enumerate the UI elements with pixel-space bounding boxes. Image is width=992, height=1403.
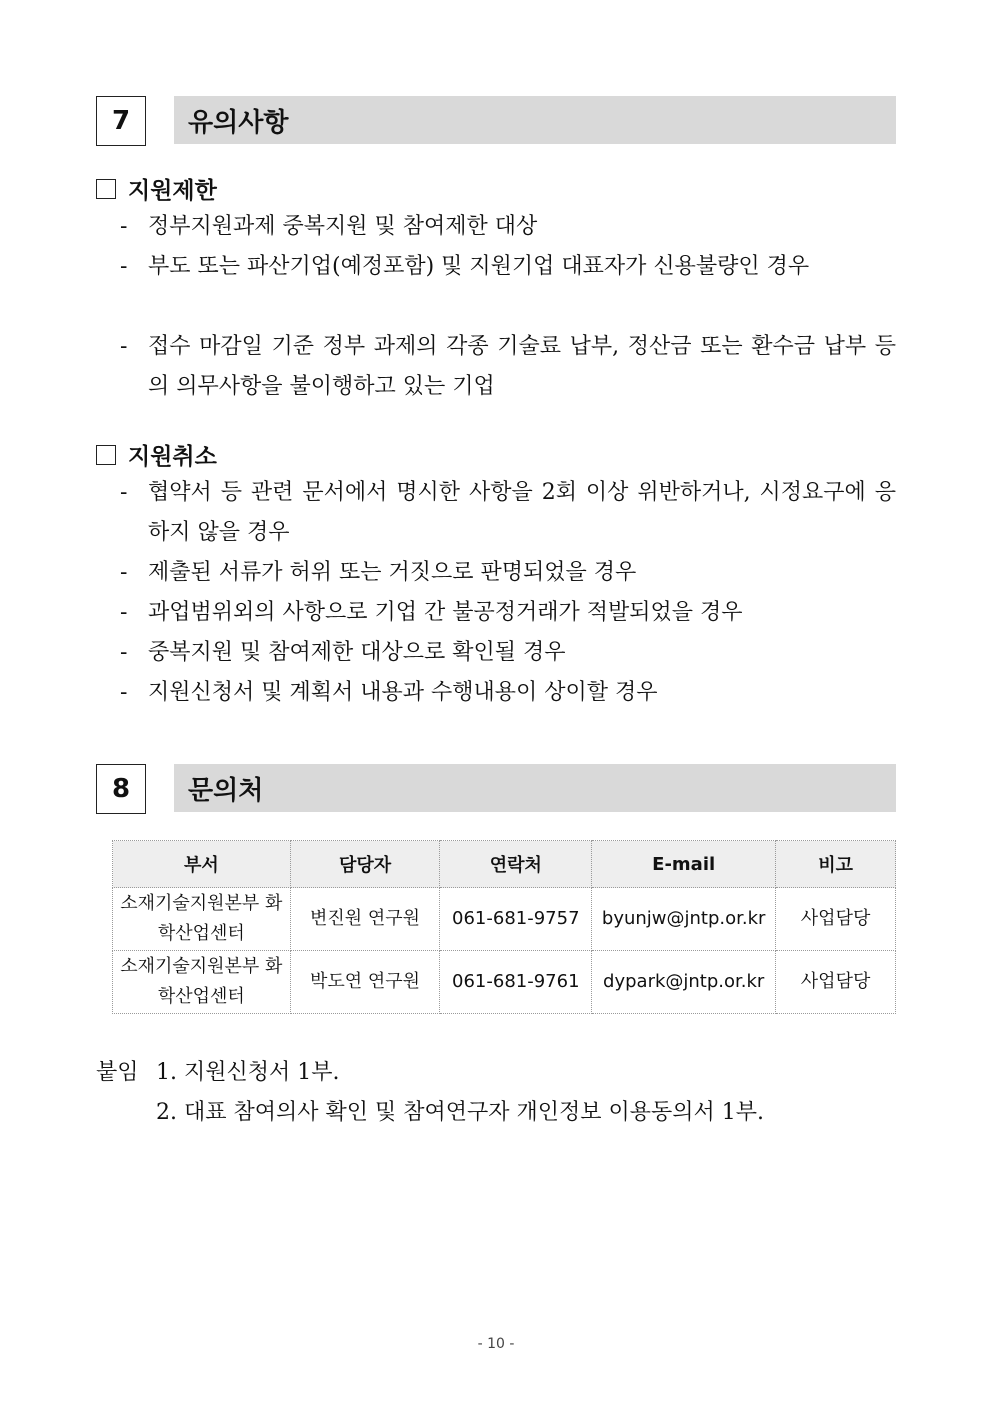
checkbox-square-icon xyxy=(96,445,116,465)
cancellation-heading-label: 지원취소 xyxy=(128,443,217,470)
note-cell: 사업담당 xyxy=(776,951,896,1014)
attachment-item: 2. 대표 참여의사 확인 및 참여연구자 개인정보 이용동의서 1부. xyxy=(156,1100,764,1125)
list-item-text: 부도 또는 파산기업(예정포함) 및 지원기업 대표자가 신용불량인 경우 xyxy=(148,254,810,279)
department-cell: 소재기술지원본부 화학산업센터 xyxy=(113,888,291,951)
list-item-text: 과업범위외의 사항으로 기업 간 불공정거래가 적발되었을 경우 xyxy=(148,600,743,625)
list-item-text: 협약서 등 관련 문서에서 명시한 사항을 2회 이상 위반하거나, 시정요구에 응하지 않을 경우 xyxy=(148,480,896,545)
department-cell: 소재기술지원본부 화학산업센터 xyxy=(113,951,291,1014)
list-item: - 협약서 등 관련 문서에서 명시한 사항을 2회 이상 위반하거나, 시정요구에 응하지 않을 경우 xyxy=(120,473,896,553)
list-item: - 부도 또는 파산기업(예정포함) 및 지원기업 대표자가 신용불량인 경우 xyxy=(120,247,896,287)
list-item-text: 제출된 서류가 허위 또는 거짓으로 판명되었을 경우 xyxy=(148,560,637,585)
section-number: 8 xyxy=(96,764,146,814)
table-header-row xyxy=(113,841,896,888)
section-title: 유의사항 xyxy=(174,96,896,144)
phone-cell: 061-681-9761 xyxy=(440,951,592,1014)
column-header: 부서 xyxy=(113,841,291,888)
contact-person-cell: 변진원 연구원 xyxy=(290,888,440,951)
column-header: E-mail xyxy=(592,841,776,888)
table-row xyxy=(113,951,896,1014)
cancellation-heading xyxy=(96,438,217,471)
contact-table xyxy=(112,840,896,1014)
restriction-heading-label: 지원제한 xyxy=(128,177,217,204)
list-item-text: 지원신청서 및 계획서 내용과 수행내용이 상이할 경우 xyxy=(148,680,658,705)
list-item-text: 중복지원 및 참여제한 대상으로 확인될 경우 xyxy=(148,640,566,665)
list-item: - 제출된 서류가 허위 또는 거짓으로 판명되었을 경우 xyxy=(120,553,896,593)
contact-person-cell: 박도연 연구원 xyxy=(290,951,440,1014)
list-item-text: 접수 마감일 기준 정부 과제의 각종 기술료 납부, 정산금 또는 환수금 납부 등의 의무사항을 불이행하고 있는 기업 xyxy=(148,334,896,399)
attachment-label: 붙임 xyxy=(96,1060,139,1085)
section-number: 7 xyxy=(96,96,146,146)
email-cell[interactable]: byunjw@jntp.or.kr xyxy=(592,888,776,951)
note-cell: 사업담당 xyxy=(776,888,896,951)
list-item: - 정부지원과제 중복지원 및 참여제한 대상 xyxy=(120,207,896,247)
table-row xyxy=(113,888,896,951)
section-title: 문의처 xyxy=(174,764,896,812)
section-8-header xyxy=(96,764,896,814)
attachment-item: 1. 지원신청서 1부. xyxy=(156,1060,340,1085)
list-item: - 접수 마감일 기준 정부 과제의 각종 기술료 납부, 정산금 또는 환수금 납부 등의 의무사항을 불이행하고 있는 기업 xyxy=(120,327,896,407)
email-cell[interactable]: dypark@jntp.or.kr xyxy=(592,951,776,1014)
list-item: - 중복지원 및 참여제한 대상으로 확인될 경우 xyxy=(120,633,896,673)
checkbox-square-icon xyxy=(96,179,116,199)
column-header: 비고 xyxy=(776,841,896,888)
section-7-header xyxy=(96,96,896,146)
column-header: 담당자 xyxy=(290,841,440,888)
page-number: - 10 - xyxy=(477,1336,515,1352)
list-item: - 지원신청서 및 계획서 내용과 수행내용이 상이할 경우 xyxy=(120,673,896,713)
restriction-heading xyxy=(96,172,217,205)
phone-cell: 061-681-9757 xyxy=(440,888,592,951)
list-item: - 과업범위외의 사항으로 기업 간 불공정거래가 적발되었을 경우 xyxy=(120,593,896,633)
list-item-text: 정부지원과제 중복지원 및 참여제한 대상 xyxy=(148,214,538,239)
column-header: 연락처 xyxy=(440,841,592,888)
